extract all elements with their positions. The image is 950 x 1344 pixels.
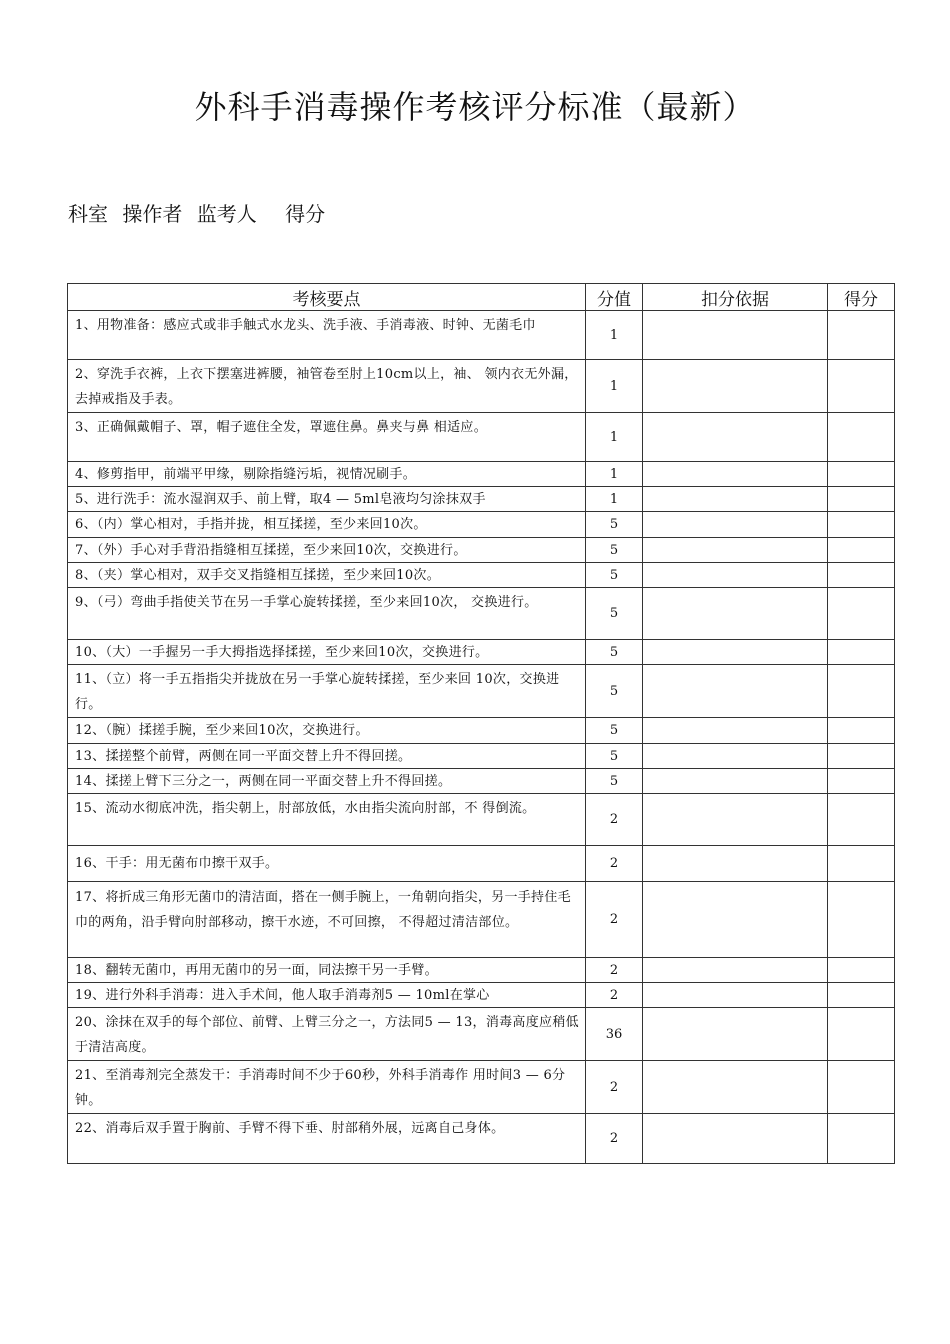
table-row: [68, 360, 895, 413]
row-item-text: 5、进行洗手：流水湿润双手、前上臂，取4 — 5ml皂液均匀涂抹双手: [75, 492, 486, 507]
operator-label: 操作者: [122, 202, 183, 226]
row-item: 9、（弓）弯曲手指使关节在另一手掌心旋转揉搓，至少来回10次， 交换进行。: [68, 588, 586, 640]
row-deduction: [643, 487, 828, 512]
table-row: [68, 1008, 895, 1061]
row-score: [828, 563, 895, 588]
row-deduction: [643, 538, 828, 563]
table-row: [68, 512, 895, 538]
row-deduction: [643, 462, 828, 487]
row-score: [828, 665, 895, 718]
row-deduction: [643, 413, 828, 462]
table-row: [68, 588, 895, 640]
row-item: 15、流动水彻底冲洗，指尖朝上，肘部放低，水由指尖流向肘部，不 得倒流。: [68, 794, 586, 846]
row-item: 14、揉搓上臂下三分之一，两侧在同一平面交替上升不得回搓。: [68, 769, 586, 794]
row-item: 22、消毒后双手置于胸前、手臂不得下垂、肘部稍外展，远离自己身体。: [68, 1114, 586, 1164]
row-item: 12、（腕）揉搓手腕，至少来回10次，交换进行。: [68, 718, 586, 744]
row-value: 1: [586, 311, 643, 360]
row-value: 5: [586, 538, 643, 563]
table-row: [68, 846, 895, 882]
row-score: [828, 487, 895, 512]
row-value: 5: [586, 665, 643, 718]
table-row: [68, 1061, 895, 1114]
row-deduction: [643, 1008, 828, 1061]
row-score: [828, 360, 895, 413]
row-deduction: [643, 665, 828, 718]
table-row: [68, 983, 895, 1008]
table-row: [68, 1114, 895, 1164]
row-value: 2: [586, 846, 643, 882]
row-deduction: [643, 958, 828, 983]
row-score: [828, 462, 895, 487]
row-value: 2: [586, 794, 643, 846]
row-value: 1: [586, 462, 643, 487]
table-row: [68, 311, 895, 360]
table-header-row: [68, 284, 895, 311]
score-label: 得分: [285, 202, 326, 226]
row-value: 5: [586, 769, 643, 794]
row-deduction: [643, 769, 828, 794]
row-score: [828, 958, 895, 983]
row-deduction: [643, 718, 828, 744]
row-score: [828, 538, 895, 563]
row-score: [828, 983, 895, 1008]
table-row: [68, 744, 895, 769]
row-item: [68, 983, 586, 1008]
row-deduction: [643, 512, 828, 538]
header-score: 得分: [828, 284, 895, 311]
row-item: 7、（外）手心对手背沿指缝相互揉搓，至少来回10次，交换进行。: [68, 538, 586, 563]
row-item: 4、修剪指甲，前端平甲缘，剔除指缝污垢，视情况刷手。: [68, 462, 586, 487]
page-title: 外科手消毒操作考核评分标准（最新）: [194, 88, 756, 126]
row-score: [828, 718, 895, 744]
row-value: 2: [586, 1114, 643, 1164]
header-value: 分值: [586, 284, 643, 311]
table-row: [68, 882, 895, 958]
table-row: [68, 413, 895, 462]
row-score: [828, 311, 895, 360]
header-key-points: 考核要点: [68, 284, 586, 311]
scoring-table: [67, 283, 895, 1164]
header-deduction-basis: 扣分依据: [643, 284, 828, 311]
row-value: 5: [586, 744, 643, 769]
row-score: [828, 512, 895, 538]
table-row: [68, 665, 895, 718]
row-item: 6、（内）掌心相对，手指并拢，相互揉搓，至少来回10次。: [68, 512, 586, 538]
row-item: 1、用物准备：感应式或非手触式水龙头、洗手液、手消毒液、时钟、无菌毛巾: [68, 311, 586, 360]
row-score: [828, 846, 895, 882]
table-row: [68, 718, 895, 744]
row-score: [828, 640, 895, 665]
table-row: [68, 538, 895, 563]
row-item-text: 19、进行外科手消毒：进入手术间，他人取手消毒剂5 — 10ml在掌心: [75, 988, 490, 1003]
row-item: 11、（立）将一手五指指尖并拢放在另一手掌心旋转揉搓，至少来回 10次，交换进行。: [68, 665, 586, 718]
row-value: 5: [586, 588, 643, 640]
row-item: [68, 487, 586, 512]
row-value: 5: [586, 512, 643, 538]
row-deduction: [643, 882, 828, 958]
row-item: 20、涂抹在双手的每个部位、前臂、上臂三分之一，方法同5 — 13，消毒高度应稍低于清洁高度。: [68, 1008, 586, 1061]
row-value: 5: [586, 640, 643, 665]
row-item: 18、翻转无菌巾，再用无菌巾的另一面，同法擦干另一手臂。: [68, 958, 586, 983]
row-deduction: [643, 794, 828, 846]
row-score: [828, 794, 895, 846]
row-item: 3、正确佩戴帽子、罩，帽子遮住全发，罩遮住鼻。鼻夹与鼻 相适应。: [68, 413, 586, 462]
row-value: 1: [586, 413, 643, 462]
row-item: 21、至消毒剂完全蒸发干：手消毒时间不少于60秒，外科手消毒作 用时间3 — 6分钟。: [68, 1061, 586, 1114]
table-row: [68, 487, 895, 512]
row-value: 2: [586, 958, 643, 983]
row-value: 36: [586, 1008, 643, 1061]
row-score: [828, 769, 895, 794]
row-deduction: [643, 744, 828, 769]
row-deduction: [643, 983, 828, 1008]
dept-label: 科室: [68, 202, 108, 226]
row-deduction: [643, 640, 828, 665]
row-score: [828, 1114, 895, 1164]
row-score: [828, 882, 895, 958]
table-row: [68, 563, 895, 588]
row-item: 2、穿洗手衣裤，上衣下摆塞进裤腰，袖管卷至肘上10cm以上，袖、 领内衣无外漏，去掉戒指及手表。: [68, 360, 586, 413]
row-item: 16、干手：用无菌布巾擦干双手。: [68, 846, 586, 882]
row-deduction: [643, 1061, 828, 1114]
row-deduction: [643, 588, 828, 640]
row-score: [828, 1061, 895, 1114]
row-value: 1: [586, 360, 643, 413]
row-value: 1: [586, 487, 643, 512]
examiner-label: 监考人: [196, 202, 257, 226]
row-score: [828, 413, 895, 462]
row-value: 2: [586, 882, 643, 958]
row-deduction: [643, 360, 828, 413]
row-value: 5: [586, 718, 643, 744]
row-item: 13、揉搓整个前臂，两侧在同一平面交替上升不得回搓。: [68, 744, 586, 769]
table-row: [68, 640, 895, 665]
row-deduction: [643, 563, 828, 588]
table-row: [68, 958, 895, 983]
row-value: 2: [586, 1061, 643, 1114]
row-deduction: [643, 846, 828, 882]
table-row: [68, 769, 895, 794]
row-deduction: [643, 1114, 828, 1164]
row-item: 8、（夹）掌心相对，双手交叉指缝相互揉搓，至少来回10次。: [68, 563, 586, 588]
row-score: [828, 1008, 895, 1061]
row-score: [828, 744, 895, 769]
table-row: [68, 462, 895, 487]
header-fields: [68, 198, 333, 227]
row-score: [828, 588, 895, 640]
table-row: [68, 794, 895, 846]
row-item: 17、将折成三角形无菌巾的清洁面，搭在一侧手腕上，一角朝向指尖，另一手持住毛巾的两角，沿手臂向肘部移动，擦干水迹，不可回擦， 不得超过清洁部位。: [68, 882, 586, 958]
row-value: 5: [586, 563, 643, 588]
row-item: 10、（大）一手握另一手大拇指选择揉搓，至少来回10次，交换进行。: [68, 640, 586, 665]
row-deduction: [643, 311, 828, 360]
row-value: 2: [586, 983, 643, 1008]
